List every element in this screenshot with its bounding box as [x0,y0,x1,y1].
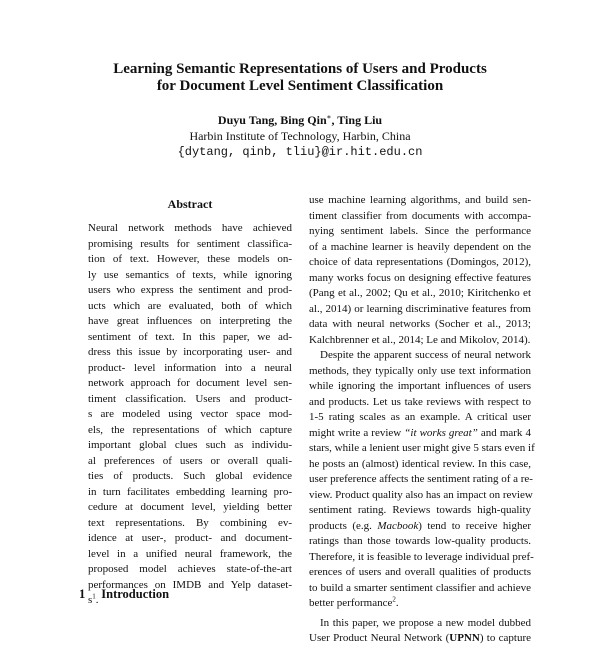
body-line: 1-5 rating scales as an example. A critical user [309,411,531,423]
body-line: while ignoring the important influences of users [309,380,531,392]
body-line: and products. Let us take reviews with respect to [309,395,531,408]
abstract-line: tion of text. However, these models on- [88,253,292,265]
upnn-pre: User Product Neural Network ( [309,632,450,644]
author-names-tail: , Ting Liu [331,113,383,127]
body-line: Despite the apparent success of neural network [320,349,531,361]
abstract-line: al preferences of users or overall quali- [88,454,292,467]
abstract-line: important global clues such as individu- [88,439,292,451]
body-line-upnn [309,631,531,647]
body-line: erences of users and overall qualities of products [309,566,531,578]
body-line: he posts an (almost) identical review. In this case, [309,457,531,470]
abstract-line: users who express the sentiment and prod- [88,284,292,296]
corresponding-author-mark: ∗ [326,113,332,121]
footnote-mark: 1 [92,592,96,601]
authors [0,113,600,128]
abstract-body [88,221,292,609]
abstract-line: level in a unified neural framework, the [88,547,292,560]
body-line: many works focus on designing effective features [309,271,531,284]
perf-tail: . [395,597,399,609]
body-line: view. Product quality also has an impact on review [309,488,533,501]
body-line: to build a smarter sentiment classifier and achieve [309,581,531,594]
abstract-line: sentiment of text. In this paper, we ad- [88,330,292,343]
affiliation: Harbin Institute of Technology, Harbin, China [189,129,411,143]
abstract-line: els, the representations of which capture [88,423,292,436]
abstract-line: performances on IMDB and Yelp dataset- [88,578,292,591]
body-line: nying sentiment labels. Since the performance [309,225,531,237]
upnn-post: ) to capture [479,632,531,644]
paper-title-line-1: Learning Semantic Representations of Users and Products [113,61,487,77]
body-line: Kalchbrenner et al., 2014; Le and Mikolov, 2014). [309,333,531,346]
abstract-line: dress this issue by incorporating user- and [88,346,292,358]
body-line: stars, while a lenient user might give 5 stars even if [309,442,535,454]
body-line: (Pang et al., 2002; Qu et al., 2010; Kiritchenko et [309,287,531,299]
abstract-line: cedure at document level, yielding better [88,501,292,513]
abstract-line: proposed model achieves state-of-the-art [88,563,292,575]
section-number: 1 [79,587,86,601]
body-line: of a machine learner is heavily dependent on the [309,240,531,253]
abstract-line: text representations. By combining ev- [88,516,292,529]
quote-post: and mark 4 [477,426,531,439]
body-line: ratings than those towards low-quality products. [309,535,531,547]
abstract-last-text: s [88,594,93,606]
body-line: timent classifier from documents with accompa- [309,209,531,222]
abstract-line: have great influences on interpreting the [88,315,292,327]
perf-text: better performance [309,597,393,609]
macbook-pre: products (e.g. [309,519,378,532]
abstract-line: in turn facilitates embedding learning pro- [88,485,292,498]
body-line: user preference affects the sentiment rating of a re- [309,473,533,485]
abstract-line: product- level information into a neural [88,361,292,374]
abstract-line: idence at user-, product- and document- [88,532,292,544]
abstract-line: ucts which are evaluated, both of which [88,299,292,312]
abstract-line: promising results for sentiment classifica- [88,237,292,250]
body-line-macbook [309,519,531,535]
body-line: In this paper, we propose a new model dubbed [320,616,531,629]
body-line-quote [309,426,531,442]
abstract-line: s are modeled using vector space mod- [88,408,292,420]
body-line: al., 2014) or learning discriminative features from [309,302,531,315]
abstract-last-tail: . [95,594,99,606]
paper-title-line-2: for Document Level Sentiment Classification [156,78,444,94]
footnote-mark: 2 [392,595,396,604]
abstract-line: network approach for document level sen- [88,377,292,389]
abstract-line: timent classification. Users and product- [88,392,292,405]
body-line-perf [309,596,531,612]
macbook-example: Macbook [377,519,419,532]
abstract-line: ly use semantics of texts, while ignoring [88,268,292,281]
example-review-quote: “it works great” [404,426,478,439]
macbook-post: ) tend to receive higher [418,519,531,532]
body-line: data with neural networks (Socher et al., 2013; [309,318,531,330]
body-line: use machine learning algorithms, and build sen- [309,194,531,206]
upnn-acronym: UPNN [449,632,480,644]
abstract-heading: Abstract [167,197,213,211]
abstract-line: ties of products. Such global evidence [88,470,292,482]
body-line: choice of data representations (Domingos, 2012), [309,256,531,268]
abstract-line: Neural network methods have achieved [88,222,292,234]
body-line: Therefore, it is feasible to leverage individual pref- [309,550,534,563]
author-emails: {dytang, qinb, tliu}@ir.hit.edu.cn [177,145,423,159]
section-title: Introduction [101,587,170,601]
body-line: methods, they typically only use text information [309,364,531,377]
author-names: Duyu Tang, Bing Qin [217,113,327,127]
body-line: sentiment rating. Reviews towards high-quality [309,504,531,516]
quote-pre: might write a review [309,426,405,439]
right-column-body [309,193,535,647]
